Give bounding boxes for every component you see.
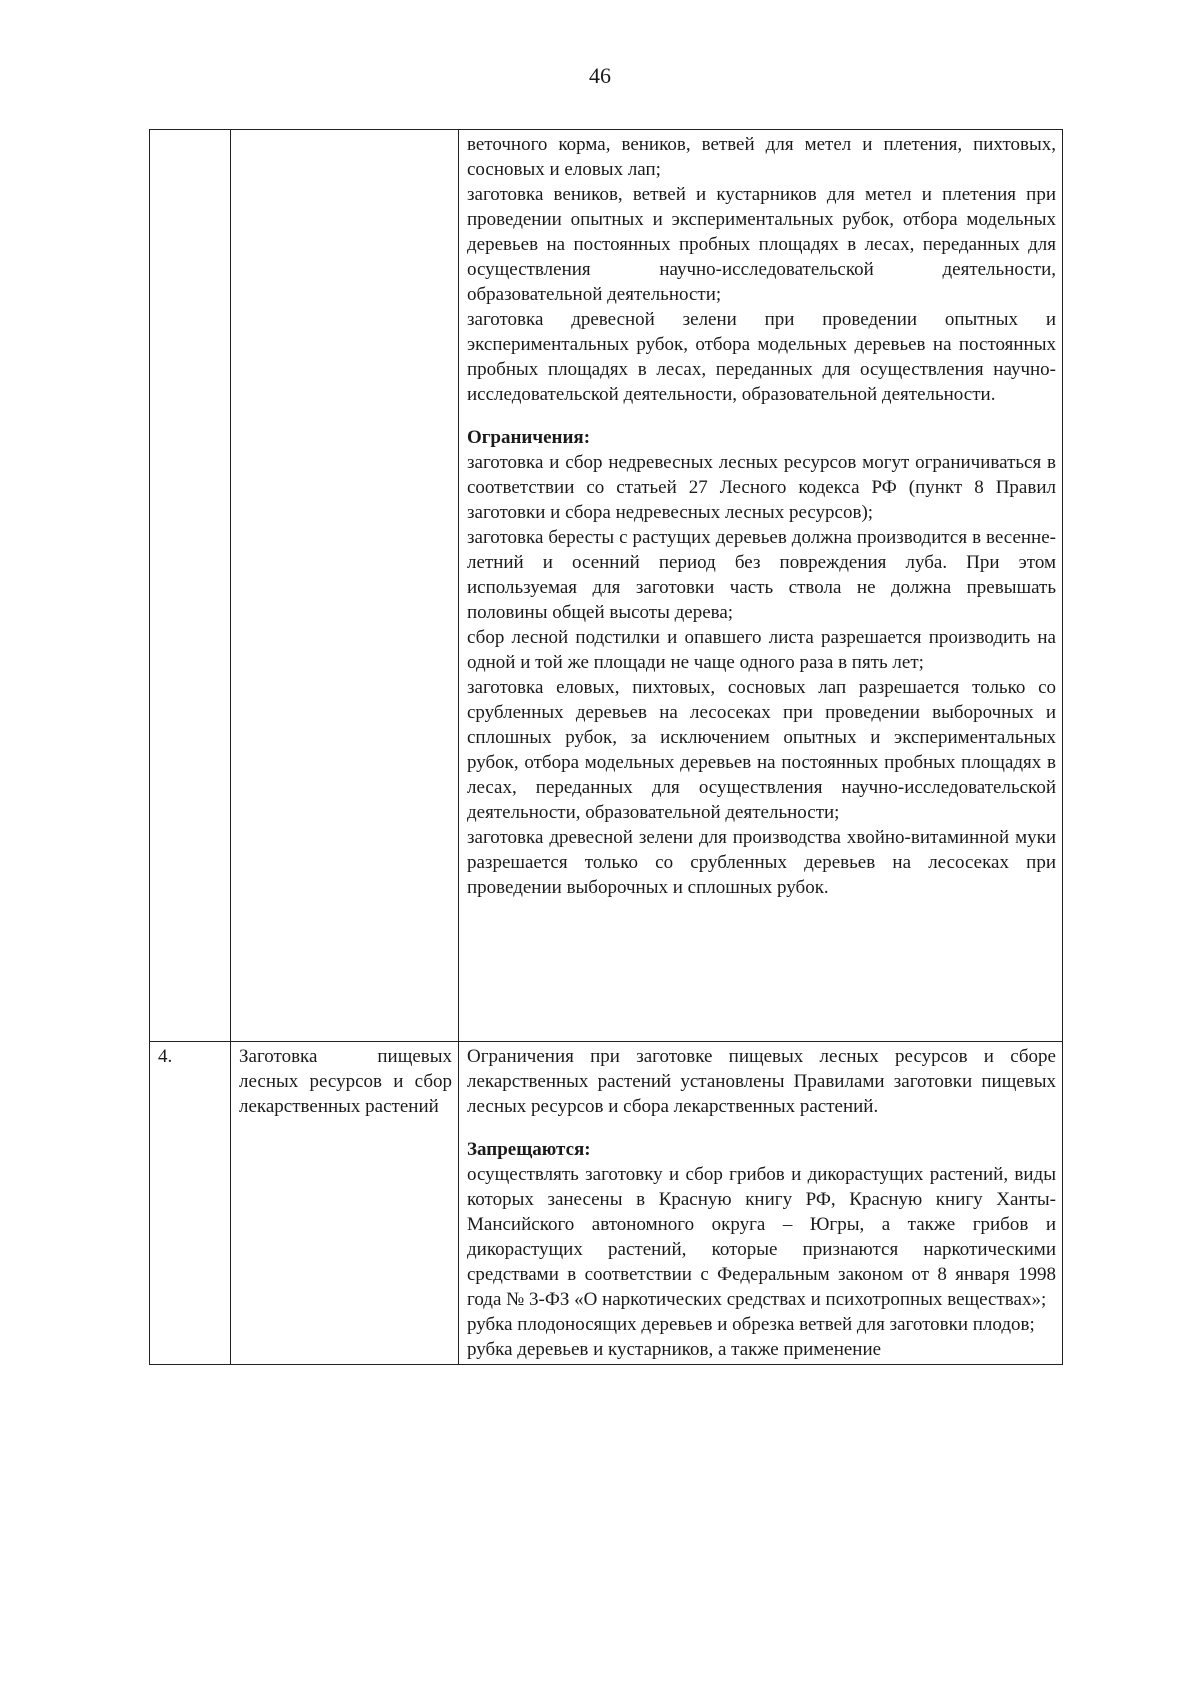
restriction-item: заготовка еловых, пихтовых, сосновых лап разрешается только со срубленных деревьев на лесосеках при проведении выборочных и сплошных рубок, за исключением опытных и экспериментальных рубок, отбора модельных деревьев на постоянных пробных площадях в лесах, переданных для осуществления научно-исследовательской деятельности, образовательной деятельности;: [467, 677, 1056, 823]
intro-paragraph: Ограничения при заготовке пищевых лесных ресурсов и сборе лекарственных растений установлены Правилами заготовки пищевых лесных ресурсов и сбора лекарственных растений.: [467, 1046, 1056, 1117]
restriction-item: заготовка и сбор недревесных лесных ресурсов могут ограничиваться в соответствии со статьей 27 Лесного кодекса РФ (пункт 8 Правил заготовки и сбора недревесных лесных ресурсов);: [467, 452, 1056, 523]
restriction-item: заготовка бересты с растущих деревьев должна производится в весенне-летний и осенний период без повреждения луба. При этом используемая для заготовки часть ствола не должна превышать половины общей высоты дерева;: [467, 527, 1056, 623]
paragraph: заготовка древесной зелени при проведении опытных и экспериментальных рубок, отбора модельных деревьев на постоянных пробных площадях в лесах, переданных для осуществления научно-исследовательской деятельности, образовательной деятельности.: [467, 309, 1056, 405]
restriction-item: сбор лесной подстилки и опавшего листа разрешается производить на одной и той же площади не чаще одного раза в пять лет;: [467, 627, 1056, 673]
restriction-item: заготовка древесной зелени для производства хвойно-витаминной муки разрешается только со срубленных деревьев на лесосеках при проведении выборочных и сплошных рубок.: [467, 827, 1056, 898]
prohibited-item: рубка плодоносящих деревьев и обрезка ветвей для заготовки плодов;: [467, 1314, 1035, 1335]
prohibited-item: рубка деревьев и кустарников, а также применение: [467, 1339, 882, 1360]
activity-cell: [231, 130, 459, 1042]
prohibited-item: осуществлять заготовку и сбор грибов и дикорастущих растений, виды которых занесены в Красную книгу РФ, Красную книгу Ханты-Мансийского автономного округа – Югры, а также грибов и дикорастущих растений, которые признаются наркотическими средствами в соответствии с Федеральным законом от 8 января 1998 года № 3-ФЗ «О наркотических средствах и психотропных веществах»;: [467, 1164, 1056, 1310]
restrictions-heading: Ограничения:: [467, 427, 591, 448]
regulations-table: [149, 129, 1063, 1365]
table-row-continuation: [150, 130, 1063, 1042]
page-number: 46: [589, 63, 611, 88]
row-number-cell: 4.: [150, 1042, 231, 1365]
row-number-cell: [150, 130, 231, 1042]
content-cell: [459, 1042, 1063, 1365]
content-cell: [459, 130, 1063, 1042]
table-row-4: [150, 1042, 1063, 1365]
paragraph: веточного корма, веников, ветвей для метел и плетения, пихтовых, сосновых и еловых лап;: [467, 134, 1056, 180]
activity-cell: Заготовка пищевых лесных ресурсов и сбор лекарственных растений: [231, 1042, 459, 1365]
prohibited-heading: Запрещаются:: [467, 1139, 591, 1160]
paragraph: заготовка веников, ветвей и кустарников для метел и плетения при проведении опытных и экспериментальных рубок, отбора модельных деревьев на постоянных пробных площадях в лесах, переданных для осуществления научно-исследовательской деятельности, образовательной деятельности;: [467, 184, 1056, 305]
